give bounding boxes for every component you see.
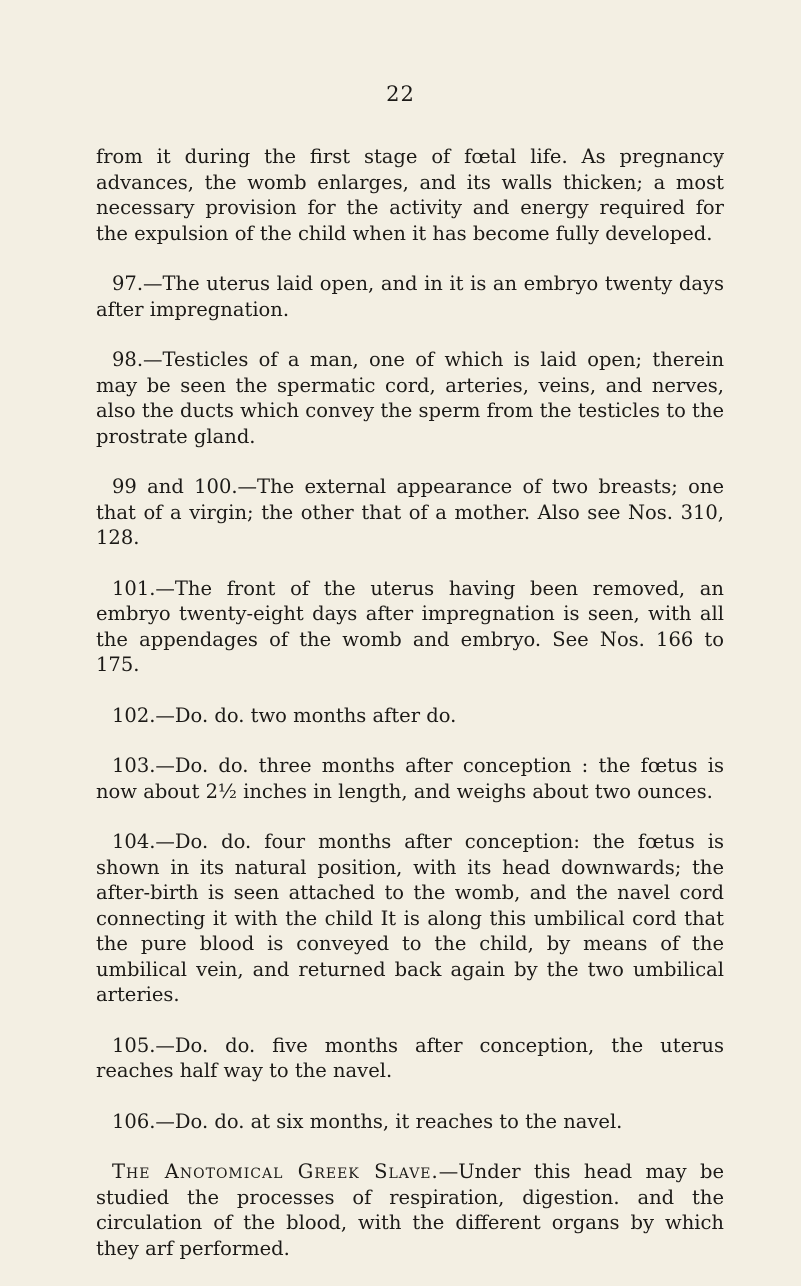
paragraph-98: 98.—Testicles of a man, one of which is laid open; therein may be seen the spermatic cord, arteries, veins, and nerves, also the ducts which convey the sperm from the testicles to the prostrate gland. (96, 348, 724, 448)
paragraph-105: 105.—Do. do. five months after conception, the uterus reaches half way to the navel. (96, 1033, 724, 1082)
body-text (96, 144, 724, 1286)
paragraph-greek-slave (96, 1159, 724, 1261)
paragraph-103: 103.—Do. do. three months after conception : the fœtus is now about 2½ inches in length, and weighs about two ounces. (96, 754, 724, 803)
section-heading-greek-slave: The Anotomical Greek Slave. (112, 1160, 439, 1183)
paragraph-102: 102.—Do. do. two months after do. (112, 703, 457, 727)
paragraph-continuation: from it during the first stage of fœtal life. As pregnancy advances, the womb enlarges, and its walls thicken; a most necessary provision for the activity and energy required for the expulsion of the child when it has become fully developed. (96, 145, 724, 245)
paragraph-97: 97.—The uterus laid open, and in it is an embryo twenty days after impregnation. (96, 272, 724, 321)
paragraph-104: 104.—Do. do. four months after conception: the fœtus is shown in its natural position, with its head downwards; the after-birth is seen attached to the womb, and the navel cord connecting it with the child It is along this umbilical cord that the pure blood is conveyed to the child, by means of the umbilical vein, and returned back again by the two umbilical arteries. (96, 830, 724, 1006)
paragraph-101: 101.—The front of the uterus having been removed, an embryo twenty-eight days after impregnation is seen, with all the appendages of the womb and embryo. See Nos. 166 to 175. (96, 576, 724, 676)
page-number: 22 (386, 82, 415, 106)
paragraph-106: 106.—Do. do. at six months, it reaches to the navel. (112, 1109, 623, 1133)
paragraph-99-100: 99 and 100.—The external appearance of two breasts; one that of a virgin; the other that of a mother. Also see Nos. 310, 128. (96, 475, 724, 549)
greek-slave-body: —Under this head may be studied the processes of respiration, digestion. and the circulation of the blood, with the different organs by which they arf performed. (96, 1160, 724, 1260)
